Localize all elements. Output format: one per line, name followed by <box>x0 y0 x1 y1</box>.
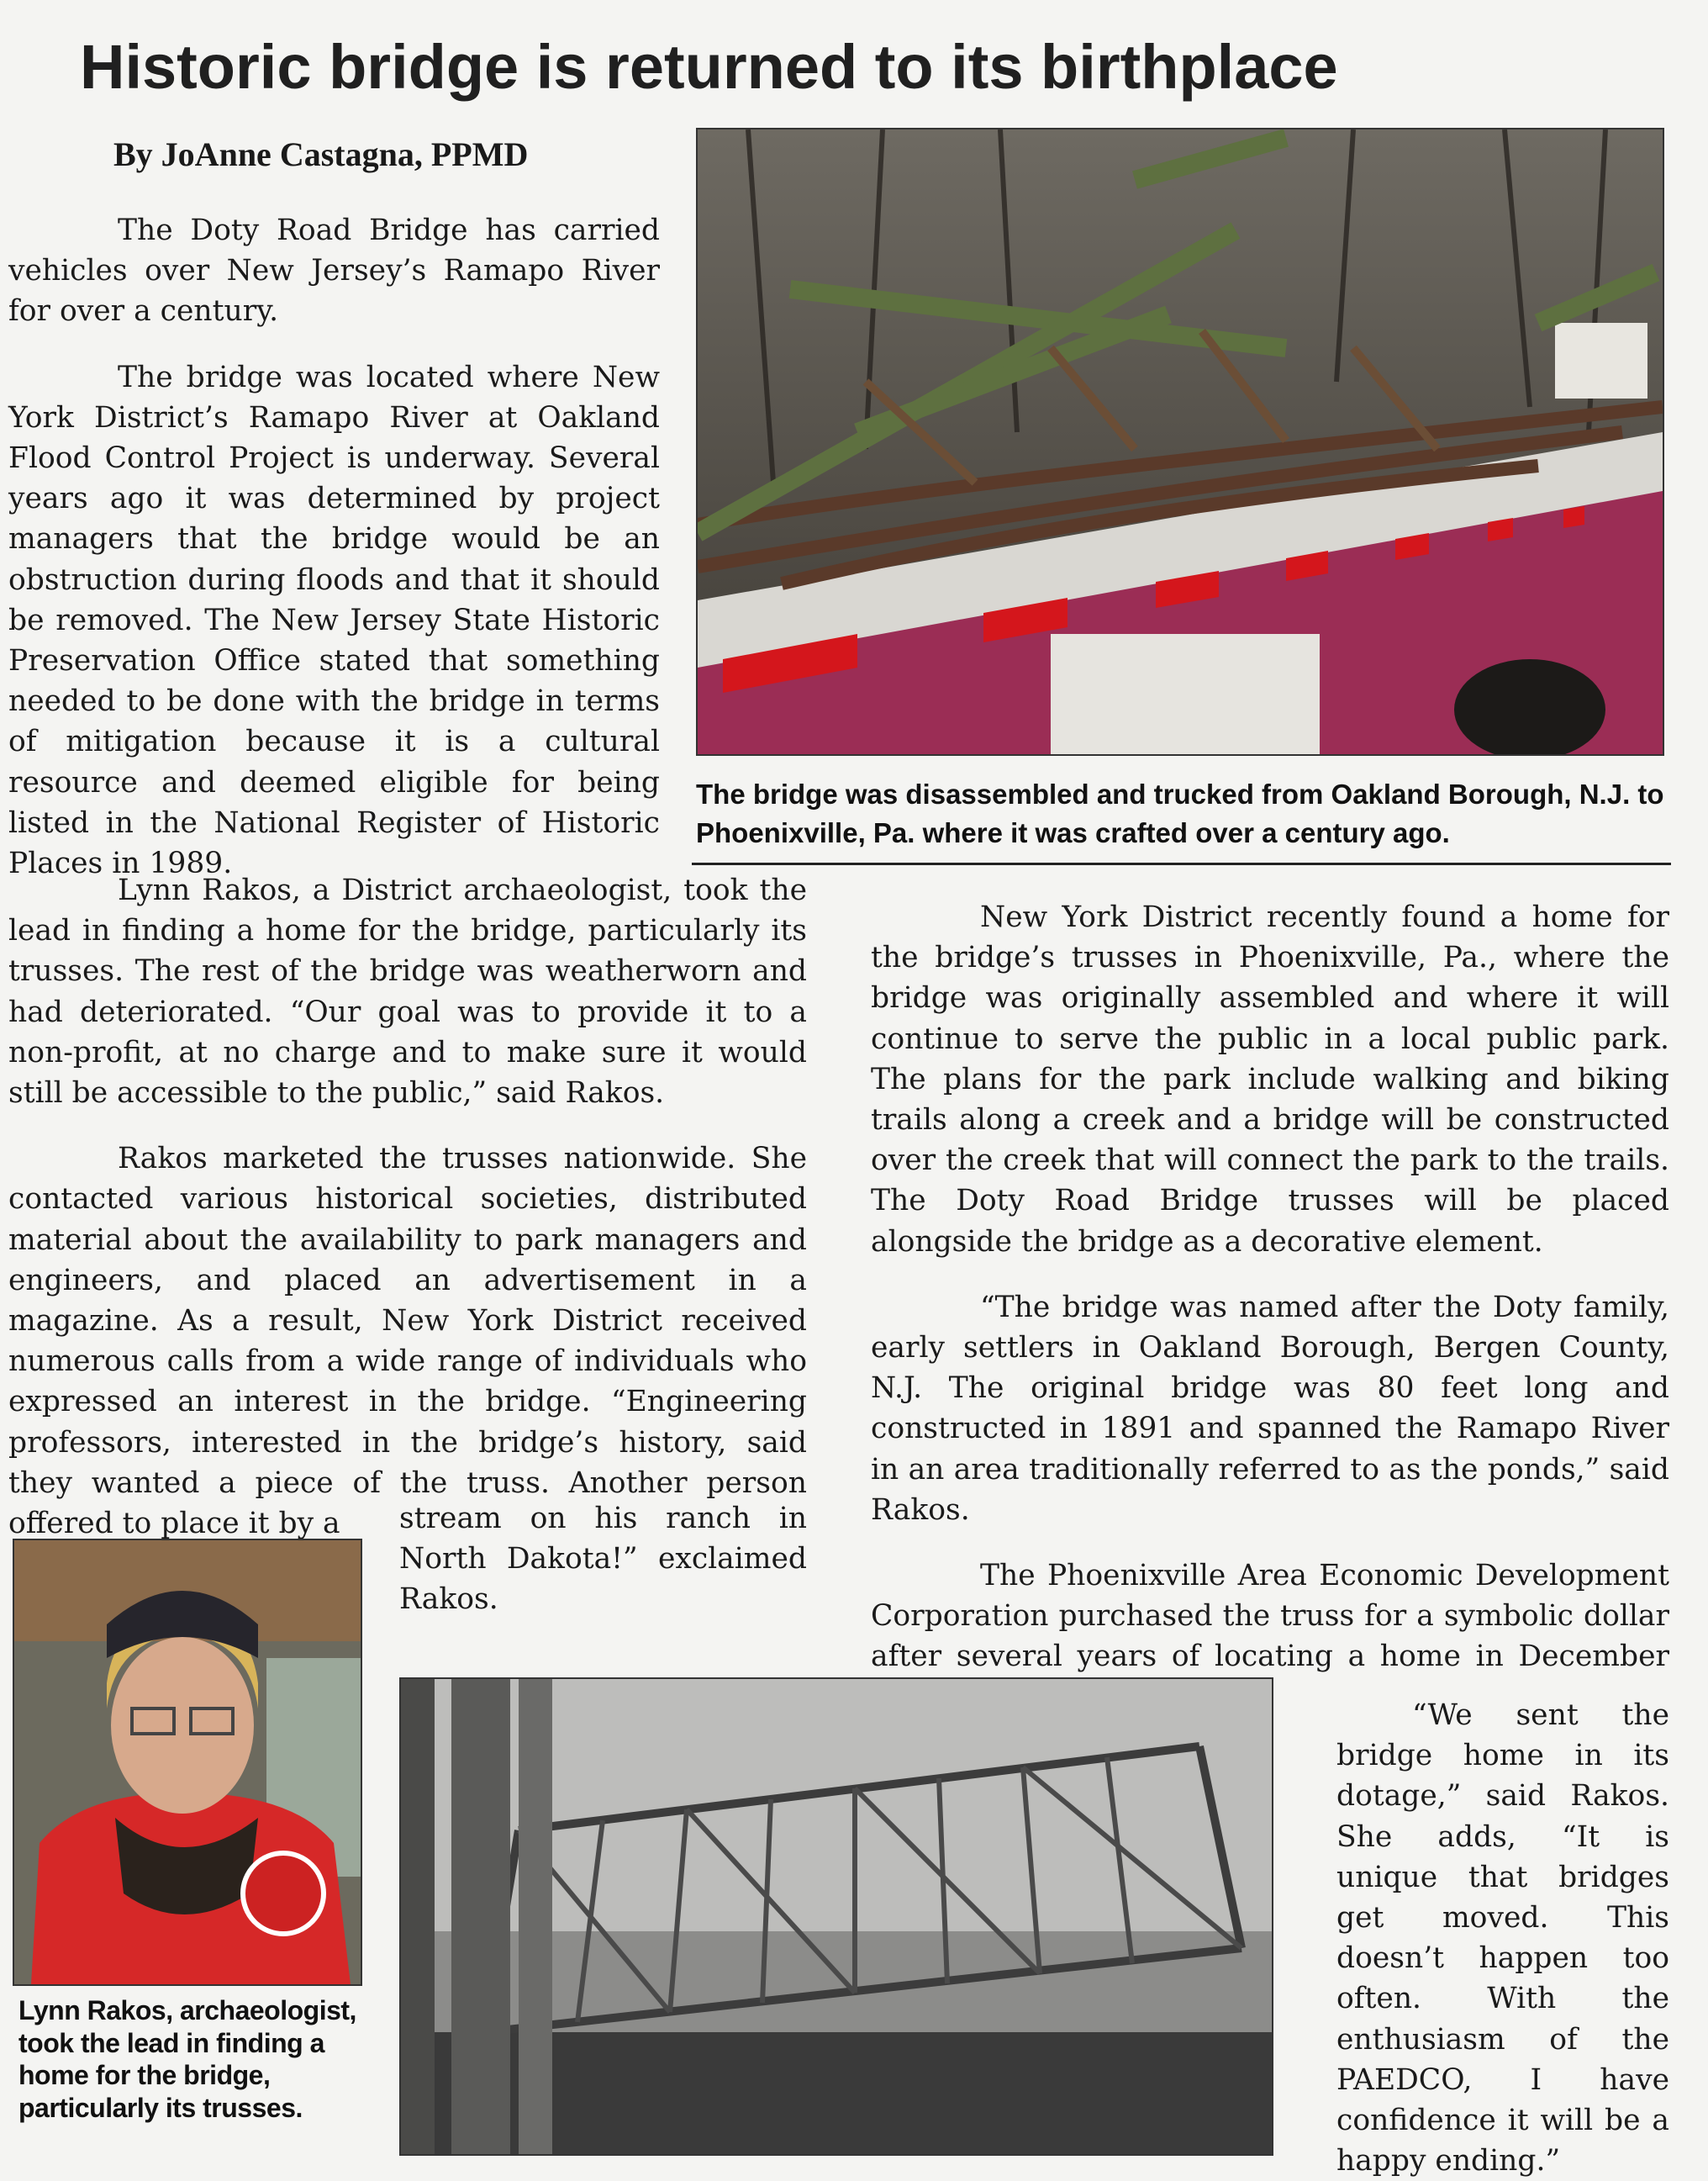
left-column-tail: stream on his ranch in North Dakota!” exclaimed Rakos. <box>399 1502 807 1617</box>
left-column-top <box>8 210 660 884</box>
paragraph: The bridge was located where New York District’s Ramapo River at Oakland Flood Control Project is underway. Several years ago it was determined by project managers that the bridge would be an obstruction during floods and that it should be removed. The New Jersey State Historic Preservation Office stated that something needed to be done with the bridge in terms of mitigation because it is a cultural resource and deemed eligible for being listed in the National Register of Historic Places in 1989. <box>8 360 660 881</box>
left-column-middle <box>8 870 807 1544</box>
truck-photo-caption: The bridge was disassembled and trucked from Oakland Borough, N.J. to Phoenixville, Pa. where it was crafted over a century ago. <box>696 779 1664 848</box>
paragraph: New York District recently found a home for the bridge’s trusses in Phoenixville, Pa., where the bridge was originally assembled and where it will continue to serve the public in a local public park. The plans for the park include walking and biking trails along a creek and a bridge will be constructed over the creek that will connect the park to the trails. The Doty Road Bridge trusses will be placed alongside the bridge as a decorative element. <box>871 900 1669 1259</box>
paragraph: The Phoenixville Area Economic Development Corporation purchased the truss for a symbolic dollar after several years of locating a home in December <box>871 1559 1669 1674</box>
portrait-caption: Lynn Rakos, archaeologist, took the lead in finding a home for the bridge, particularly its trusses. <box>18 1995 356 2123</box>
paragraph: The Doty Road Bridge has carried vehicles over New Jersey’s Ramapo River for over a century. <box>8 214 660 329</box>
paragraph: Rakos marketed the trusses nationwide. She contacted various historical societies, distributed material about the availability to park managers and engineers, and placed an advertisement in a magazine. As a result, New York District received numerous calls from a wide range of individuals who expressed an interest in the bridge. “Engineering professors, interested in the bridge’s history, said they wanted a piece of the truss. Another person offered to place it by a <box>8 1142 807 1541</box>
byline: By JoAnne Castagna, PPMD <box>113 135 529 173</box>
paragraph: “The bridge was named after the Doty family, early settlers in Oakland Borough, Bergen County, N.J. The original bridge was 80 feet long and constructed in 1891 and spanned the Ramapo River in an area traditionally referred to as the ponds,” said Rakos. <box>871 1290 1669 1527</box>
portrait-photo <box>13 1539 362 1986</box>
bridge-photo-illustration <box>401 1679 1272 2154</box>
right-bottom-quote: “We sent the bridge home in its dotage,” said Rakos. She adds, “It is unique that bridges get moved. This doesn’t happen too often. With the enthusiasm of the PAEDCO, I have confidence it will be a happy ending.” <box>1336 1698 1669 2178</box>
truck-photo <box>696 128 1664 756</box>
bridge-photo <box>399 1677 1273 2156</box>
article-title: Historic bridge is returned to its birthplace <box>80 32 1338 102</box>
caption-divider <box>692 863 1671 865</box>
right-column <box>871 897 1669 1718</box>
portrait-illustration <box>14 1540 361 1984</box>
truck-photo-illustration <box>698 129 1663 754</box>
paragraph: Lynn Rakos, a District archaeologist, took the lead in finding a home for the bridge, particularly its trusses. The rest of the bridge was weatherworn and had deteriorated. “Our goal was to provide it to a non-profit, at no charge and to make sure it would still be accessible to the public,” said Rakos. <box>8 874 807 1111</box>
